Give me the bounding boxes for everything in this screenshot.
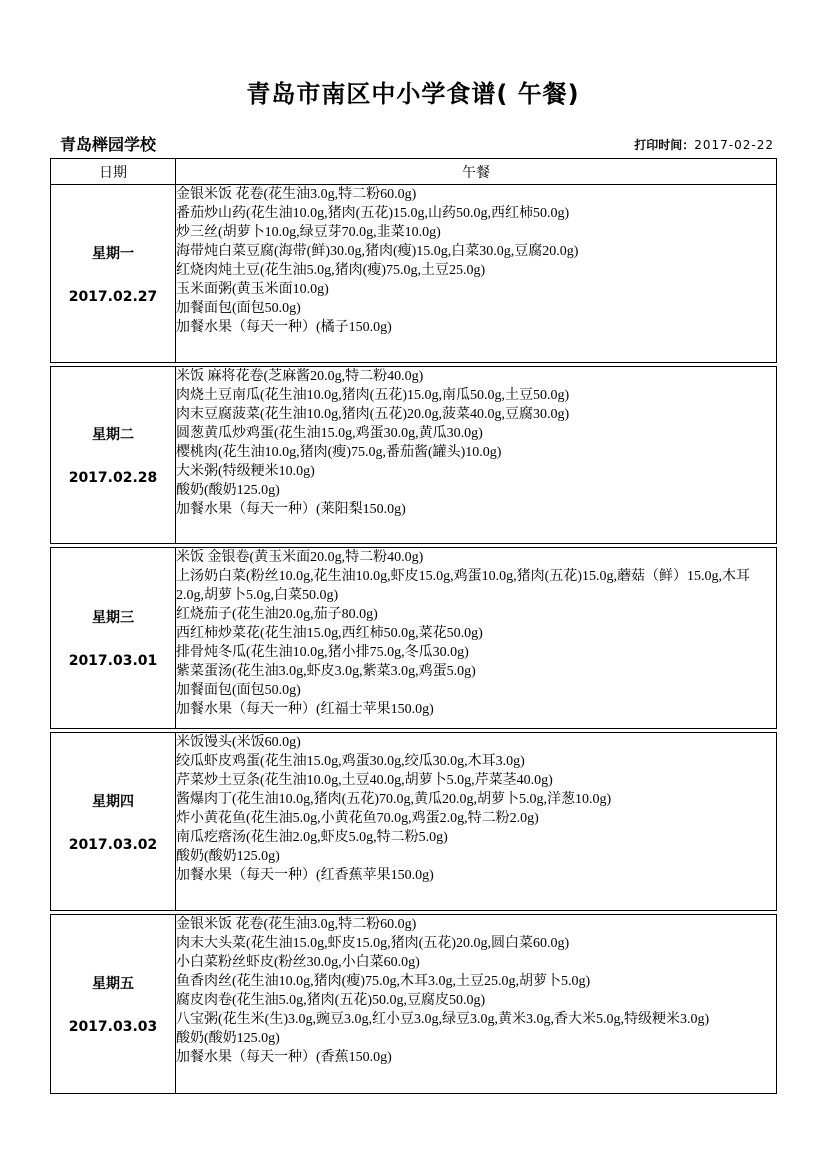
menu-item: 酸奶(酸奶125.0g) [176,1031,280,1046]
print-time [634,136,774,153]
menu-item: 米饭 麻将花卷(芝麻酱20.0g,特二粉40.0g) [176,369,424,384]
table-row [51,185,777,363]
menu-item: 上汤奶白菜(粉丝10.0g,花生油10.0g,虾皮15.0g,鸡蛋10.0g,猪肉(五花)15.0g,蘑菇（鲜）15.0g,木耳2.0g,胡萝卜5.0g,白菜50.0g) [176,569,750,603]
menu-item: 炒三丝(胡萝卜10.0g,绿豆芽70.0g,韭菜10.0g) [176,225,441,240]
menu-body [51,185,777,1094]
date-cell [51,548,176,729]
menu-items-cell [176,185,777,363]
menu-item: 炸小黄花鱼(花生油5.0g,小黄花鱼70.0g,鸡蛋2.0g,特二粉2.0g) [176,811,539,826]
menu-item: 米饭馒头(米饭60.0g) [176,735,301,750]
menu-table [50,158,777,1094]
menu-item: 番茄炒山药(花生油10.0g,猪肉(五花)15.0g,山药50.0g,西红柿50.0g) [176,206,570,221]
weekday-label: 星期三 [92,610,134,626]
date-column-header: 日期 [51,159,176,185]
lunch-column-header: 午餐 [176,159,777,185]
menu-item: 大米粥(特级粳米10.0g) [176,464,315,479]
table-row [51,367,777,544]
date-cell [51,185,176,363]
menu-item: 樱桃肉(花生油10.0g,猪肉(瘦)75.0g,番茄酱(罐头)10.0g) [176,445,502,460]
print-time-value: 2017-02-22 [694,138,774,152]
menu-item: 加餐水果（每天一种）(红福士苹果150.0g) [176,702,434,717]
menu-item: 肉末豆腐菠菜(花生油10.0g,猪肉(五花)20.0g,菠菜40.0g,豆腐30.0g) [176,407,570,422]
menu-item: 小白菜粉丝虾皮(粉丝30.0g,小白菜60.0g) [176,955,420,970]
menu-item: 海带炖白菜豆腐(海带(鲜)30.0g,猪肉(瘦)15.0g,白菜30.0g,豆腐20.0g) [176,244,579,259]
date-cell [51,367,176,544]
date-label: 2017.03.02 [68,836,158,853]
menu-item: 金银米饭 花卷(花生油3.0g,特二粉60.0g) [176,187,417,202]
menu-item: 圆葱黄瓜炒鸡蛋(花生油15.0g,鸡蛋30.0g,黄瓜30.0g) [176,426,483,441]
menu-item: 加餐水果（每天一种）(红香蕉苹果150.0g) [176,868,434,883]
menu-item: 酸奶(酸奶125.0g) [176,483,280,498]
menu-item: 西红柿炒菜花(花生油15.0g,西红柿50.0g,菜花50.0g) [176,626,483,641]
table-row [51,548,777,729]
menu-item: 紫菜蛋汤(花生油3.0g,虾皮3.0g,紫菜3.0g,鸡蛋5.0g) [176,664,476,679]
school-name: 青岛榉园学校 [60,135,157,154]
menu-item: 红烧茄子(花生油20.0g,茄子80.0g) [176,607,378,622]
menu-item: 肉烧土豆南瓜(花生油10.0g,猪肉(五花)15.0g,南瓜50.0g,土豆50.0g) [176,388,570,403]
menu-item: 加餐面包(面包50.0g) [176,683,301,698]
menu-item: 米饭 金银卷(黄玉米面20.0g,特二粉40.0g) [176,550,424,565]
weekday-label: 星期五 [92,976,134,992]
weekday-label: 星期一 [92,245,134,262]
menu-item: 红烧肉炖土豆(花生油5.0g,猪肉(瘦)75.0g,土豆25.0g) [176,263,486,278]
date-label: 2017.03.01 [68,653,158,669]
menu-item: 玉米面粥(黄玉米面10.0g) [176,282,329,297]
menu-item: 芹菜炒土豆条(花生油10.0g,土豆40.0g,胡萝卜5.0g,芹菜茎40.0g) [176,773,553,788]
date-label: 2017.02.27 [68,288,158,305]
menu-item: 鱼香肉丝(花生油10.0g,猪肉(瘦)75.0g,木耳3.0g,土豆25.0g,胡萝卜5.0g) [176,974,591,989]
menu-items-cell [176,548,777,729]
menu-item: 酱爆肉丁(花生油10.0g,猪肉(五花)70.0g,黄瓜20.0g,胡萝卜5.0g,洋葱10.0g) [176,792,612,807]
menu-items-cell [176,915,777,1094]
menu-item: 肉末大头菜(花生油15.0g,虾皮15.0g,猪肉(五花)20.0g,圆白菜60.0g) [176,936,570,951]
menu-item: 加餐面包(面包50.0g) [176,301,301,316]
menu-item: 加餐水果（每天一种）(橘子150.0g) [176,320,392,335]
menu-items-cell [176,733,777,911]
page-title: 青岛市南区中小学食谱( 午餐) [246,80,580,108]
menu-item: 加餐水果（每天一种）(香蕉150.0g) [176,1050,392,1065]
date-label: 2017.02.28 [68,470,158,486]
print-time-label: 打印时间： [634,138,695,152]
weekday-label: 星期四 [92,793,134,810]
menu-item: 南瓜疙瘩汤(花生油2.0g,虾皮5.0g,特二粉5.0g) [176,830,448,845]
menu-item: 绞瓜虾皮鸡蛋(花生油15.0g,鸡蛋30.0g,绞瓜30.0g,木耳3.0g) [176,754,525,769]
menu-item: 金银米饭 花卷(花生油3.0g,特二粉60.0g) [176,917,417,932]
table-header-row [51,159,777,185]
table-row [51,915,777,1094]
date-label: 2017.03.03 [68,1019,158,1035]
date-cell [51,733,176,911]
menu-item: 八宝粥(花生米(生)3.0g,豌豆3.0g,红小豆3.0g,绿豆3.0g,黄米3.0g,香大米5.0g,特级粳米3.0g) [176,1012,710,1027]
menu-items-cell [176,367,777,544]
date-cell [51,915,176,1094]
menu-item: 腐皮肉卷(花生油5.0g,猪肉(五花)50.0g,豆腐皮50.0g) [176,993,486,1008]
menu-item: 酸奶(酸奶125.0g) [176,849,280,864]
menu-item: 排骨炖冬瓜(花生油10.0g,猪小排75.0g,冬瓜30.0g) [176,645,469,660]
menu-item: 加餐水果（每天一种）(莱阳梨150.0g) [176,502,406,517]
weekday-label: 星期二 [92,427,134,443]
table-row [51,733,777,911]
